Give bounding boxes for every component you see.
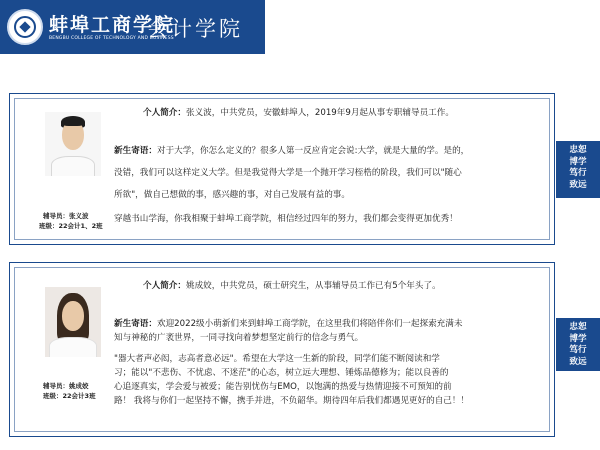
- message-line: 知与神秘的广袤世界，一同寻找向着梦想坚定前行的信念与勇气。: [114, 333, 364, 343]
- counselor-caption-class: 班级：22会计1、2班: [39, 222, 103, 230]
- counselor-bio: 个人简介：张义波，中共党员，安徽蚌埠人，2019年9月起从事专职辅导员工作。: [143, 108, 454, 118]
- motto-text: 致远: [569, 356, 587, 367]
- message-line: 穿越书山学海，你我相聚于蚌埠工商学院，相信经过四年的努力，我们都会变得更加优秀！: [114, 214, 458, 224]
- counselor-bio: 个人简介：姚成姣，中共党员，硕士研究生，从事辅导员工作已有5个年头了。: [143, 281, 441, 291]
- message-line: 习；能以"不悲伤、不忧虑、不迷茫"的心态，树立远大理想、锤炼品德修为；能以良善的: [114, 368, 449, 378]
- counselor-photo-2: [45, 287, 101, 357]
- motto-text: 笃行: [569, 345, 587, 355]
- counselor-caption-name: 辅导员：张义波: [43, 212, 89, 220]
- motto-text: 致远: [569, 179, 587, 190]
- school-name-en: BENGBU COLLEGE OF TECHNOLOGY AND BUSINESS: [49, 36, 174, 41]
- message-line: 新生寄语：对于大学，你怎么定义的？很多人第一反应肯定会说:大学，就是大量的学。是的，: [114, 146, 470, 156]
- motto-text: 笃行: [569, 168, 587, 178]
- motto-text: 博学: [569, 156, 587, 167]
- school-name-cn: 蚌埠工商学院: [49, 14, 176, 36]
- school-logo-icon: [7, 9, 43, 45]
- department-title: 会计学院: [147, 17, 243, 41]
- message-line: "器大者声必闳，志高者意必远"。希望在大学这一生新的阶段，同学们能不断阅读和学: [114, 354, 440, 364]
- motto-text: 忠恕: [569, 322, 587, 332]
- message-line: 没错，我们可以这样定义大学。但是我觉得大学是一个抛开学习桎梏的阶段，我们可以"随心: [114, 168, 462, 178]
- counselor-caption-class: 班级：22会计3班: [43, 392, 96, 400]
- message-line: 心追逐真实，学会爱与被爱；能告别忧伤与EMO，以饱满的热爱与热情迎接不可预知的前: [114, 382, 452, 392]
- motto-text: 博学: [569, 333, 587, 344]
- message-line: 所欲"，做自己想做的事，感兴趣的事，对自己发展有益的事。: [114, 190, 350, 200]
- counselor-caption-name: 辅导员：姚成姣: [43, 382, 89, 390]
- counselor-photo-1: [45, 112, 101, 176]
- motto-side-tab-2: [556, 318, 600, 371]
- header-banner: [0, 0, 265, 54]
- message-line: 新生寄语：欢迎2022级小萌新们来到蚌埠工商学院，在这里我们将陪伴你们一起探索充满未: [114, 319, 463, 329]
- message-line: 路！ 我将与你们一起坚持不懈，携手并进，不负韶华。期待四年后我们都遇见更好的自己！！: [114, 396, 470, 406]
- motto-side-tab-1: [556, 141, 600, 198]
- motto-text: 忠恕: [569, 145, 587, 155]
